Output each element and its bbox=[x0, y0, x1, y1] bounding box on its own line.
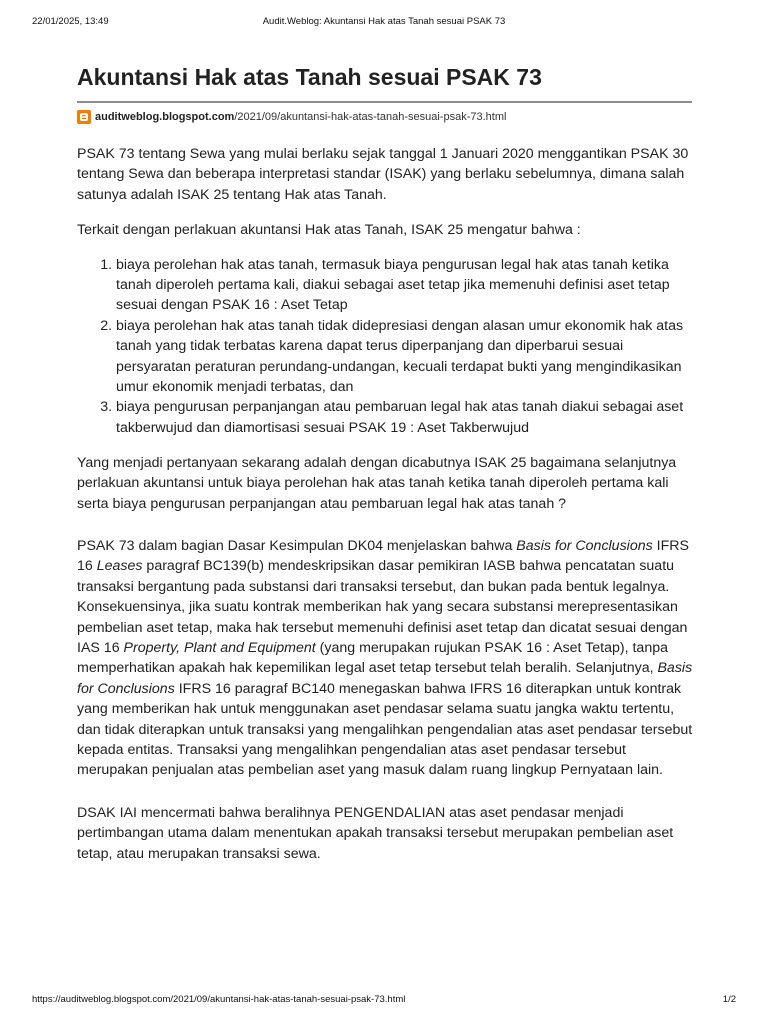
paragraph-dsak: DSAK IAI mencermati bahwa beralihnya PENGENDALIAN atas aset pendasar menjadi pertimbangan utama dalam menentukan apakah transaksi tersebut merupakan pembelian aset tetap, atau merupakan transaksi sewa. bbox=[77, 804, 674, 862]
p4-text-5: IFRS 16 paragraf BC140 menegaskan bahwa IFRS 16 diterapkan untuk kontrak yang memberikan hak untuk menggunakan aset pendasar selama suatu jangka waktu tertentu, dan tidak diterapkan untuk transaksi yang mengalihkan pengendalian atas aset pendasar tersebut kepada entitas. Transaksi yang mengalihkan pengendalian atas aset pendasar tersebut merupakan penjualan atas pembelian aset yang masuk dalam ruang lingkup Pernyataan lain. bbox=[77, 680, 693, 779]
article-body bbox=[77, 144, 695, 879]
p4-text-3: paragraf BC139(b) mendeskripsikan dasar pemikiran IASB bahwa pencatatan suatu transaksi bergantung pada substansi dari transaksi tersebut, dan bukan pada bentuk legalnya. Konsekuensinya, jika suatu kontrak memberikan hak yang secara substansi merepresentasikan pembelian aset tetap, maka hak tersebut memenuhi definisi aset tetap dan dicatat sesuai dengan IAS 16 bbox=[77, 558, 688, 657]
paragraph-question: Yang menjadi pertanyaan sekarang adalah dengan dicabutnya ISAK 25 bagaimana selanjutnya perlakuan akuntansi untuk biaya perolehan hak atas tanah ketika tanah diperoleh pertama kali serta biaya pengurusan perpanjangan atau pembaruan legal hak atas tanah ? bbox=[77, 454, 677, 512]
list-item bbox=[116, 255, 695, 316]
p4-text-1: PSAK 73 dalam bagian Dasar Kesimpulan DK04 menjelaskan bahwa bbox=[77, 538, 517, 554]
list-item bbox=[116, 397, 695, 438]
list-item bbox=[116, 316, 695, 398]
title-divider bbox=[77, 101, 692, 103]
blogger-icon bbox=[77, 110, 91, 124]
p4-italic-2: Leases bbox=[96, 558, 143, 575]
p4-italic-4: Basis for Conclusions bbox=[77, 660, 693, 697]
paragraph-intro: PSAK 73 tentang Sewa yang mulai berlaku sejak tanggal 1 Januari 2020 menggantikan PSAK 30 tentang Sewa dan beberapa interpretasi standar (ISAK) yang berlaku sebelumnya, dimana salah satunya adalah ISAK 25 tentang Hak atas Tanah. bbox=[77, 146, 689, 203]
print-footer bbox=[32, 994, 736, 1008]
isak25-rules-list bbox=[77, 255, 695, 439]
list-item-text: biaya perolehan hak atas tanah tidak didepresiasi dengan alasan umur ekonomik hak atas tanah yang tidak terbatas karena dapat terus diperpanjang dan diperbarui sesuai persyaratan peraturan perundang-undangan, kecuali terdapat bukti yang mengindikasikan umur ekonomik menjadi terbatas, dan bbox=[116, 317, 684, 396]
p4-text-2: IFRS 16 bbox=[77, 538, 689, 575]
article-title: Akuntansi Hak atas Tanah sesuai PSAK 73 bbox=[77, 64, 542, 90]
print-footer-url: https://auditweblog.blogspot.com/2021/09/akuntansi-hak-atas-tanah-sesuai-psak-73.html bbox=[32, 994, 406, 1005]
print-date-time: 22/01/2025, 13:49 bbox=[32, 16, 109, 27]
paragraph-isak25-intro: Terkait dengan perlakuan akuntansi Hak atas Tanah, ISAK 25 mengatur bahwa : bbox=[77, 221, 581, 238]
source-path[interactable]: /2021/09/akuntansi-hak-atas-tanah-sesuai-psak-73.html bbox=[234, 111, 507, 123]
p4-italic-1: Basis for Conclusions bbox=[516, 538, 653, 554]
source-link[interactable] bbox=[77, 109, 506, 125]
p4-italic-3: Property, Plant and Equipment bbox=[123, 640, 316, 657]
print-page-number: 1/2 bbox=[722, 994, 736, 1005]
p4-text-4: (yang merupakan rujukan PSAK 16 : Aset Tetap), tanpa memperhatikan apakah hak kepemilikan legal aset tetap tersebut telah beralih. Selanjutnya, bbox=[77, 640, 668, 677]
list-item-text: biaya pengurusan perpanjangan atau pembaruan legal hak atas tanah diakui sebagai aset takberwujud dan diamortisasi sesuai PSAK 19 : Aset Takberwujud bbox=[116, 399, 684, 436]
paragraph-dk04 bbox=[77, 536, 695, 781]
source-domain[interactable]: auditweblog.blogspot.com bbox=[95, 111, 235, 123]
print-page-title: Audit.Weblog: Akuntansi Hak atas Tanah sesuai PSAK 73 bbox=[262, 16, 506, 27]
print-header bbox=[32, 16, 736, 30]
list-item-text: biaya perolehan hak atas tanah, termasuk biaya pengurusan legal hak atas tanah ketika tanah diperoleh pertama kali, diakui sebagai aset tetap jika memenuhi definisi aset tetap sesuai dengan PSAK 16 : Aset Tetap bbox=[116, 256, 670, 314]
